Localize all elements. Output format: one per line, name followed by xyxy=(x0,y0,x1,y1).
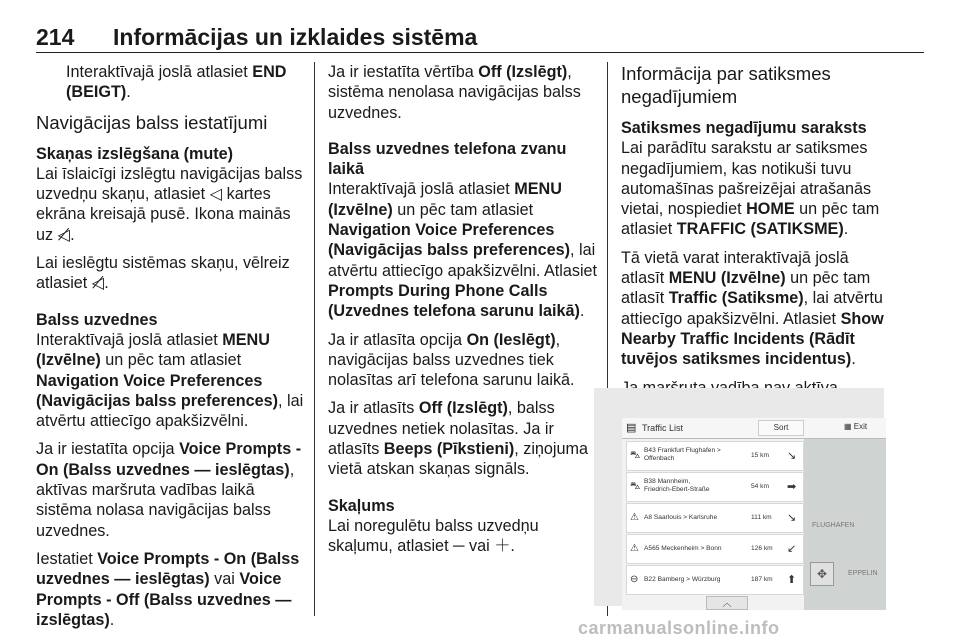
traffic-list-screenshot xyxy=(594,388,884,606)
collapse-chevron-icon[interactable]: ︿ xyxy=(706,596,748,610)
speaker-muted-icon: ◁̸ xyxy=(91,274,105,293)
map-label: EPPELIN xyxy=(848,570,878,577)
paragraph: Ja ir atlasīta opcija On (Ieslēgt), navigācijas balss uzvednes tiek nolasītas arī telefona sarunu laikā. xyxy=(328,330,575,390)
top-bar xyxy=(622,418,886,439)
direction-icon: ➡ xyxy=(787,481,797,493)
list-item[interactable]: ⛍ B38 Mannheim, Friedrich-Ebert-Straße 54 km ➡ xyxy=(626,472,804,502)
column-divider xyxy=(314,62,315,616)
direction-icon: ↘ xyxy=(787,450,797,462)
traffic-icon: ⛍ xyxy=(630,450,641,461)
exit-button[interactable]: ▦ Exit xyxy=(844,422,868,431)
warning-icon: ⚠ xyxy=(630,512,639,523)
screen xyxy=(622,418,886,610)
column-3 xyxy=(621,62,893,426)
column-1 xyxy=(36,62,304,638)
paragraph: Interaktīvajā joslā atlasiet MENU (Izvēlne) un pēc tam atlasiet Navigation Voice Preferences (Navigācijas balss preferences), lai atvērtu attiecīgo apakšizvēlni. xyxy=(36,330,304,431)
list-item[interactable]: ⛍ B43 Frankfurt Flughafen > Offenbach 15 km ↘ xyxy=(626,441,804,471)
list-item[interactable]: ⚠ A8 Saarlouis > Karlsruhe 111 km ↘ xyxy=(626,503,804,533)
map-label: FLUGHAFEN xyxy=(812,522,855,529)
page-title: Informācijas un izklaides sistēma xyxy=(113,24,478,50)
list-title: Traffic List xyxy=(642,423,684,433)
direction-icon: ↙ xyxy=(787,543,797,555)
sort-button[interactable]: Sort xyxy=(758,420,804,436)
warning-icon: ⚠ xyxy=(630,543,639,554)
page-header xyxy=(36,22,924,53)
subsection-heading: Balss uzvednes telefona zvanu laikā xyxy=(328,139,567,179)
subsection-heading: Satiksmes negadījumu saraksts xyxy=(621,119,867,137)
paragraph: Ja ir iestatīta opcija Voice Prompts - On (Balss uzvednes — ieslēgtas), aktīvas maršruta vadības laikā sistēma nolasa navigācijas balss uzvednes. xyxy=(36,440,302,540)
speaker-muted-icon: ◁̸ xyxy=(57,225,71,244)
subsection-heading: Balss uzvednes xyxy=(36,310,158,329)
paragraph: Ja ir iestatīta vērtība Off (Izslēgt), sistēma nenolasa navigācijas balss uzvednes. xyxy=(328,63,581,122)
paragraph: Lai ieslēgtu sistēmas skaņu, vēlreiz atlasiet ◁̸. xyxy=(36,254,290,293)
watermark: carmanualsonline.info xyxy=(578,618,780,638)
traffic-icon: ⛍ xyxy=(630,481,641,492)
speaker-icon: ◁ xyxy=(209,185,223,204)
list-item[interactable]: ⊖ B22 Bamberg > Würzburg 187 km ⬆ xyxy=(626,565,804,595)
subsection-heading: Skaņas izslēgšana (mute) xyxy=(36,144,234,163)
page-number: 214 xyxy=(36,24,75,50)
compass-icon[interactable]: ✥ xyxy=(810,562,834,586)
paragraph: Lai īslaicīgi izslēgtu navigācijas balss uzvedņu skaņu, atlasiet ◁ kartes ekrāna kreisajā pusē. Ikona mainās uz ◁̸. xyxy=(36,164,303,244)
subsection-heading: Skaļums xyxy=(328,496,395,515)
paragraph: Tā vietā varat interaktīvajā joslā atlasīt MENU (Izvēlne) un pēc tam atlasīt Traffic (Satiksme), lai atvērtu attiecīgo apakšizvēlni. Atlasiet Show Nearby Traffic Incidents (Rādīt tuvējos satiksmes incidentus). xyxy=(621,248,884,369)
direction-icon: ⬆ xyxy=(787,574,797,586)
paragraph: Ja ir atlasīts Off (Izslēgt), balss uzvednes netiek nolasītas. Ja ir atlasīts Beeps (Pīkstieni), ziņojuma vietā atskan skaņas signāls. xyxy=(328,399,589,479)
section-heading: Navigācijas balss iestatījumi xyxy=(36,111,268,133)
column-2 xyxy=(328,62,598,565)
no-entry-icon: ⊖ xyxy=(630,574,639,585)
list-item[interactable]: ⚠ A565 Meckenheim > Bonn 126 km ↙ xyxy=(626,534,804,564)
paragraph: Iestatiet Voice Prompts - On (Balss uzvednes — ieslēgtas) vai Voice Prompts - Off (Balss uzvednes — izslēgtas). xyxy=(36,549,300,629)
paragraph: Interaktīvajā joslā atlasiet MENU (Izvēlne) un pēc tam atlasiet Navigation Voice Preferences (Navigācijas balss preferences), lai atvērtu attiecīgo apakšizvēlni. Atlasiet Prompts During Phone Calls (Uzvednes telefona sarunu laikā). xyxy=(328,180,598,321)
section-heading: Informācija par satiksmes negadījumiem xyxy=(621,63,831,107)
paragraph: Lai noregulētu balss uzvedņu skaļumu, atlasiet ─ vai ＋. xyxy=(328,516,539,556)
menu-icon[interactable]: ▤ xyxy=(626,422,637,434)
paragraph: Interaktīvajā joslā atlasiet END (BEIGT). xyxy=(66,63,287,102)
paragraph: Lai parādītu sarakstu ar satiksmes negadījumiem, kas notikuši tuvu automašīnas pašreizējai atrašanās vietai, nospiediet HOME un pēc tam atlasiet TRAFFIC (SATIKSME). xyxy=(621,139,880,239)
direction-icon: ↘ xyxy=(787,512,797,524)
